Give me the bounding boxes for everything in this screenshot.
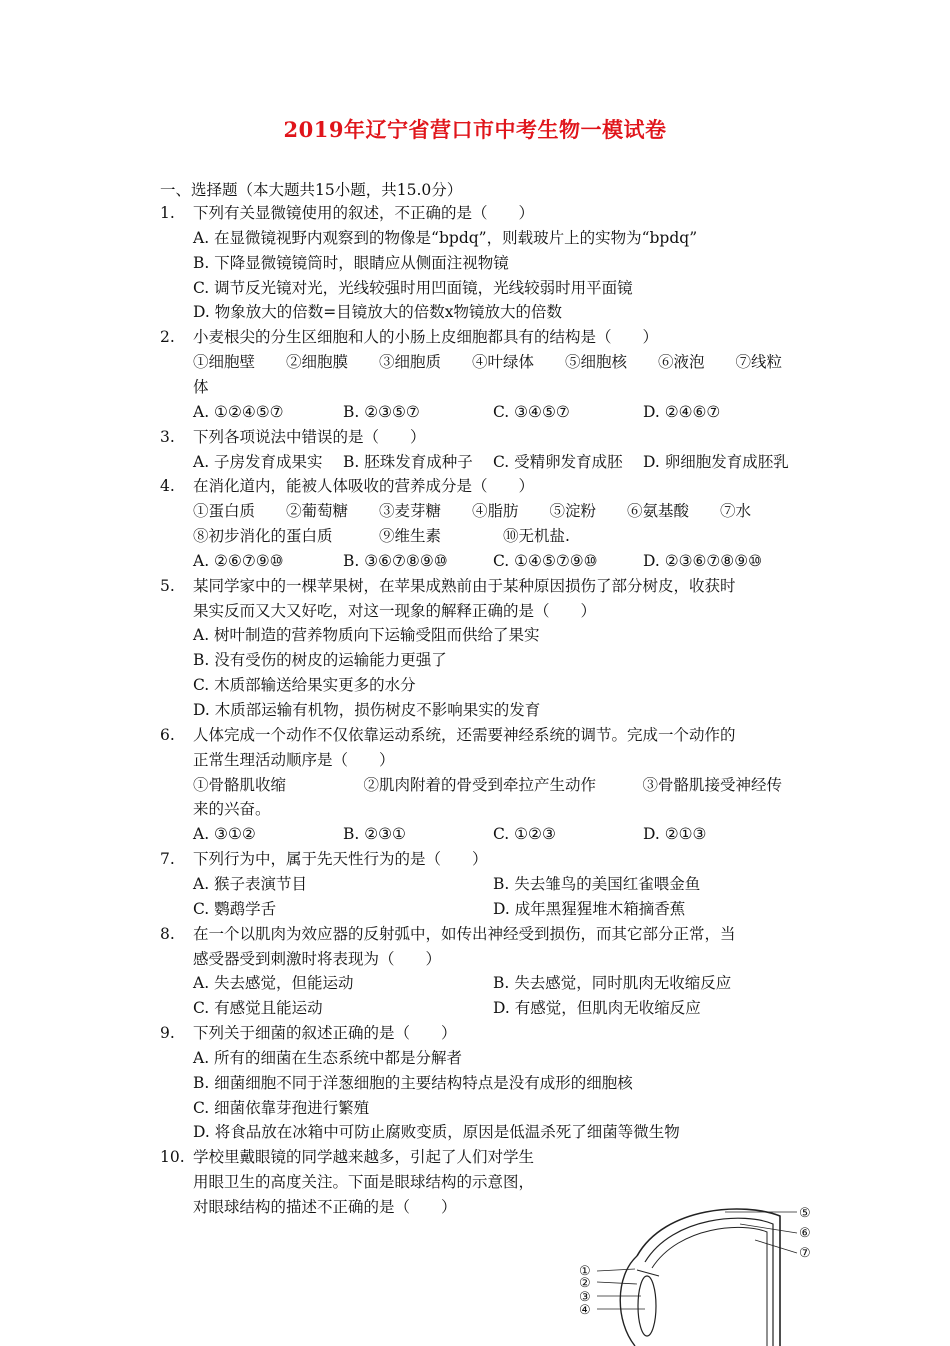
question-text: 下列各项说法中错误的是（ ）: [193, 427, 426, 446]
answer-option[interactable]: B. 失去雏鸟的美国红雀喂金鱼: [493, 874, 701, 893]
question-text: ①蛋白质 ②葡萄糖 ③麦芽糖 ④脂肪 ⑤淀粉 ⑥氨基酸 ⑦水: [193, 502, 752, 521]
question-text: 感受器受到刺激时将表现为（ ）: [193, 949, 442, 968]
answer-option[interactable]: C. 受精卵发育成胚: [493, 452, 623, 471]
question-text: 小麦根尖的分生区细胞和人的小肠上皮细胞都具有的结构是（ ）: [193, 328, 659, 347]
question-number: 5.: [160, 576, 175, 595]
answer-option[interactable]: C. 木质部输送给果实更多的水分: [193, 676, 416, 695]
page-title: 2019年辽宁省营口市中考生物一模试卷: [283, 117, 667, 142]
answer-option[interactable]: A. 树叶制造的营养物质向下运输受阻而供给了果实: [193, 626, 540, 645]
question-text: 下列有关显微镜使用的叙述，不正确的是（ ）: [193, 204, 535, 222]
question-number: 3.: [160, 427, 175, 446]
answer-option[interactable]: B. 失去感觉，同时肌肉无收缩反应: [493, 974, 732, 993]
answer-option[interactable]: A. 子房发育成果实: [193, 452, 323, 471]
answer-option[interactable]: D. ②④⑥⑦: [643, 402, 721, 421]
question-number: 4.: [160, 477, 175, 496]
answer-option[interactable]: B. 下降显微镜镜筒时，眼睛应从侧面注视物镜: [193, 253, 509, 272]
question-text: ⑧初步消化的蛋白质 ⑨维生素 ⑩无机盐.: [193, 527, 570, 546]
question-text: ①骨骼肌收缩 ②肌肉附着的骨受到牵拉产生动作 ③骨骼肌接受神经传: [193, 775, 783, 794]
answer-option[interactable]: C. 细菌依靠芽孢进行繁殖: [193, 1098, 370, 1117]
eye-label-5: ⑤: [799, 1206, 811, 1221]
answer-option[interactable]: A. 失去感觉，但能运动: [193, 974, 354, 993]
question-text: ①细胞壁 ②细胞膜 ③细胞质 ④叶绿体 ⑤细胞核 ⑥液泡 ⑦线粒: [193, 353, 783, 372]
eye-label-3: ③: [579, 1290, 591, 1305]
eye-label-1: ①: [579, 1264, 591, 1279]
question-number: 6.: [160, 725, 175, 744]
question-text: 果实反而又大又好吃，对这一现象的解释正确的是（ ）: [193, 601, 597, 620]
answer-option[interactable]: B. 胚珠发育成种子: [343, 452, 473, 471]
answer-option[interactable]: C. 调节反光镜对光，光线较强时用凹面镜，光线较弱时用平面镜: [193, 278, 633, 297]
eye-label-4: ④: [579, 1303, 591, 1318]
question-text: 正常生理活动顺序是（ ）: [193, 750, 395, 769]
answer-option[interactable]: B. ②③①: [343, 825, 406, 844]
answer-option[interactable]: D. 木质部运输有机物，损伤树皮不影响果实的发育: [193, 701, 541, 719]
question-text: 在消化道内，能被人体吸收的营养成分是（ ）: [193, 477, 535, 496]
question-text: 下列关于细菌的叙述正确的是（ ）: [193, 1024, 457, 1043]
answer-option[interactable]: D. 卵细胞发育成胚乳: [643, 452, 789, 471]
eye-label-6: ⑥: [799, 1226, 811, 1241]
question-number: 10.: [160, 1148, 185, 1167]
answer-option[interactable]: A. 在显微镜视野内观察到的物像是“bpdq”，则载玻片上的实物为“bpdq”: [193, 228, 698, 247]
question-text: 体: [193, 377, 209, 396]
answer-option[interactable]: D. 有感觉，但肌肉无收缩反应: [493, 999, 701, 1018]
question-text: 下列行为中，属于先天性行为的是（ ）: [193, 850, 488, 869]
choroid-outline: [645, 1218, 773, 1346]
retina-outline: [652, 1227, 767, 1346]
answer-option[interactable]: C. ③④⑤⑦: [493, 402, 570, 421]
question-number: 8.: [160, 924, 175, 943]
answer-option[interactable]: A. 猴子表演节目: [193, 874, 308, 893]
eye-diagram: [575, 1196, 820, 1346]
question-number: 9.: [160, 1024, 175, 1043]
answer-option[interactable]: A. ①②④⑤⑦: [193, 402, 284, 421]
question-text: 在一个以肌肉为效应器的反射弧中，如传出神经受到损伤，而其它部分正常，当: [193, 924, 736, 943]
question-text: 用眼卫生的高度关注。下面是眼球结构的示意图，: [193, 1173, 535, 1192]
answer-option[interactable]: C. 有感觉且能运动: [193, 999, 323, 1018]
answer-option[interactable]: A. 所有的细菌在生态系统中都是分解者: [193, 1048, 463, 1067]
answer-option[interactable]: B. ③⑥⑦⑧⑨⑩: [343, 551, 448, 570]
section-heading: 一、选择题（本大题共15小题，共15.0分）: [160, 181, 463, 199]
answer-option[interactable]: B. ②③⑤⑦: [343, 402, 420, 421]
question-text: 来的兴奋。: [193, 800, 271, 819]
answer-option[interactable]: B. 细菌细胞不同于洋葱细胞的主要结构特点是没有成形的细胞核: [193, 1073, 633, 1092]
eye-label-2: ②: [579, 1276, 591, 1291]
answer-option[interactable]: A. ②⑥⑦⑨⑩: [193, 551, 284, 570]
answer-option[interactable]: C. ①②③: [493, 825, 556, 844]
answer-option[interactable]: D. 物象放大的倍数=目镜放大的倍数x物镜放大的倍数: [193, 303, 562, 322]
question-number: 2.: [160, 328, 175, 347]
answer-option[interactable]: D. 将食品放在冰箱中可防止腐败变质，原因是低温杀死了细菌等微生物: [193, 1123, 680, 1142]
question-number: 7.: [160, 850, 175, 869]
answer-option[interactable]: C. 鹦鹉学舌: [193, 899, 277, 918]
answer-option[interactable]: D. ②③⑥⑦⑧⑨⑩: [643, 551, 762, 570]
question-text: 某同学家中的一棵苹果树，在苹果成熟前由于某种原因损伤了部分树皮，收获时: [193, 576, 736, 595]
answer-option[interactable]: B. 没有受伤的树皮的运输能力更强了: [193, 651, 447, 670]
eye-label-7: ⑦: [799, 1246, 811, 1261]
question-text: 对眼球结构的描述不正确的是（ ）: [193, 1198, 457, 1216]
answer-option[interactable]: C. ①④⑤⑦⑨⑩: [493, 551, 598, 570]
lens-shape: [638, 1276, 656, 1336]
answer-option[interactable]: A. ③①②: [193, 825, 256, 844]
question-text: 人体完成一个动作不仅依靠运动系统，还需要神经系统的调节。完成一个动作的: [193, 725, 736, 744]
question-number: 1.: [160, 204, 175, 222]
answer-option[interactable]: D. 成年黑猩猩堆木箱摘香蕉: [493, 899, 686, 918]
question-text: 学校里戴眼镜的同学越来越多，引起了人们对学生: [193, 1148, 535, 1167]
answer-option[interactable]: D. ②①③: [643, 825, 707, 844]
